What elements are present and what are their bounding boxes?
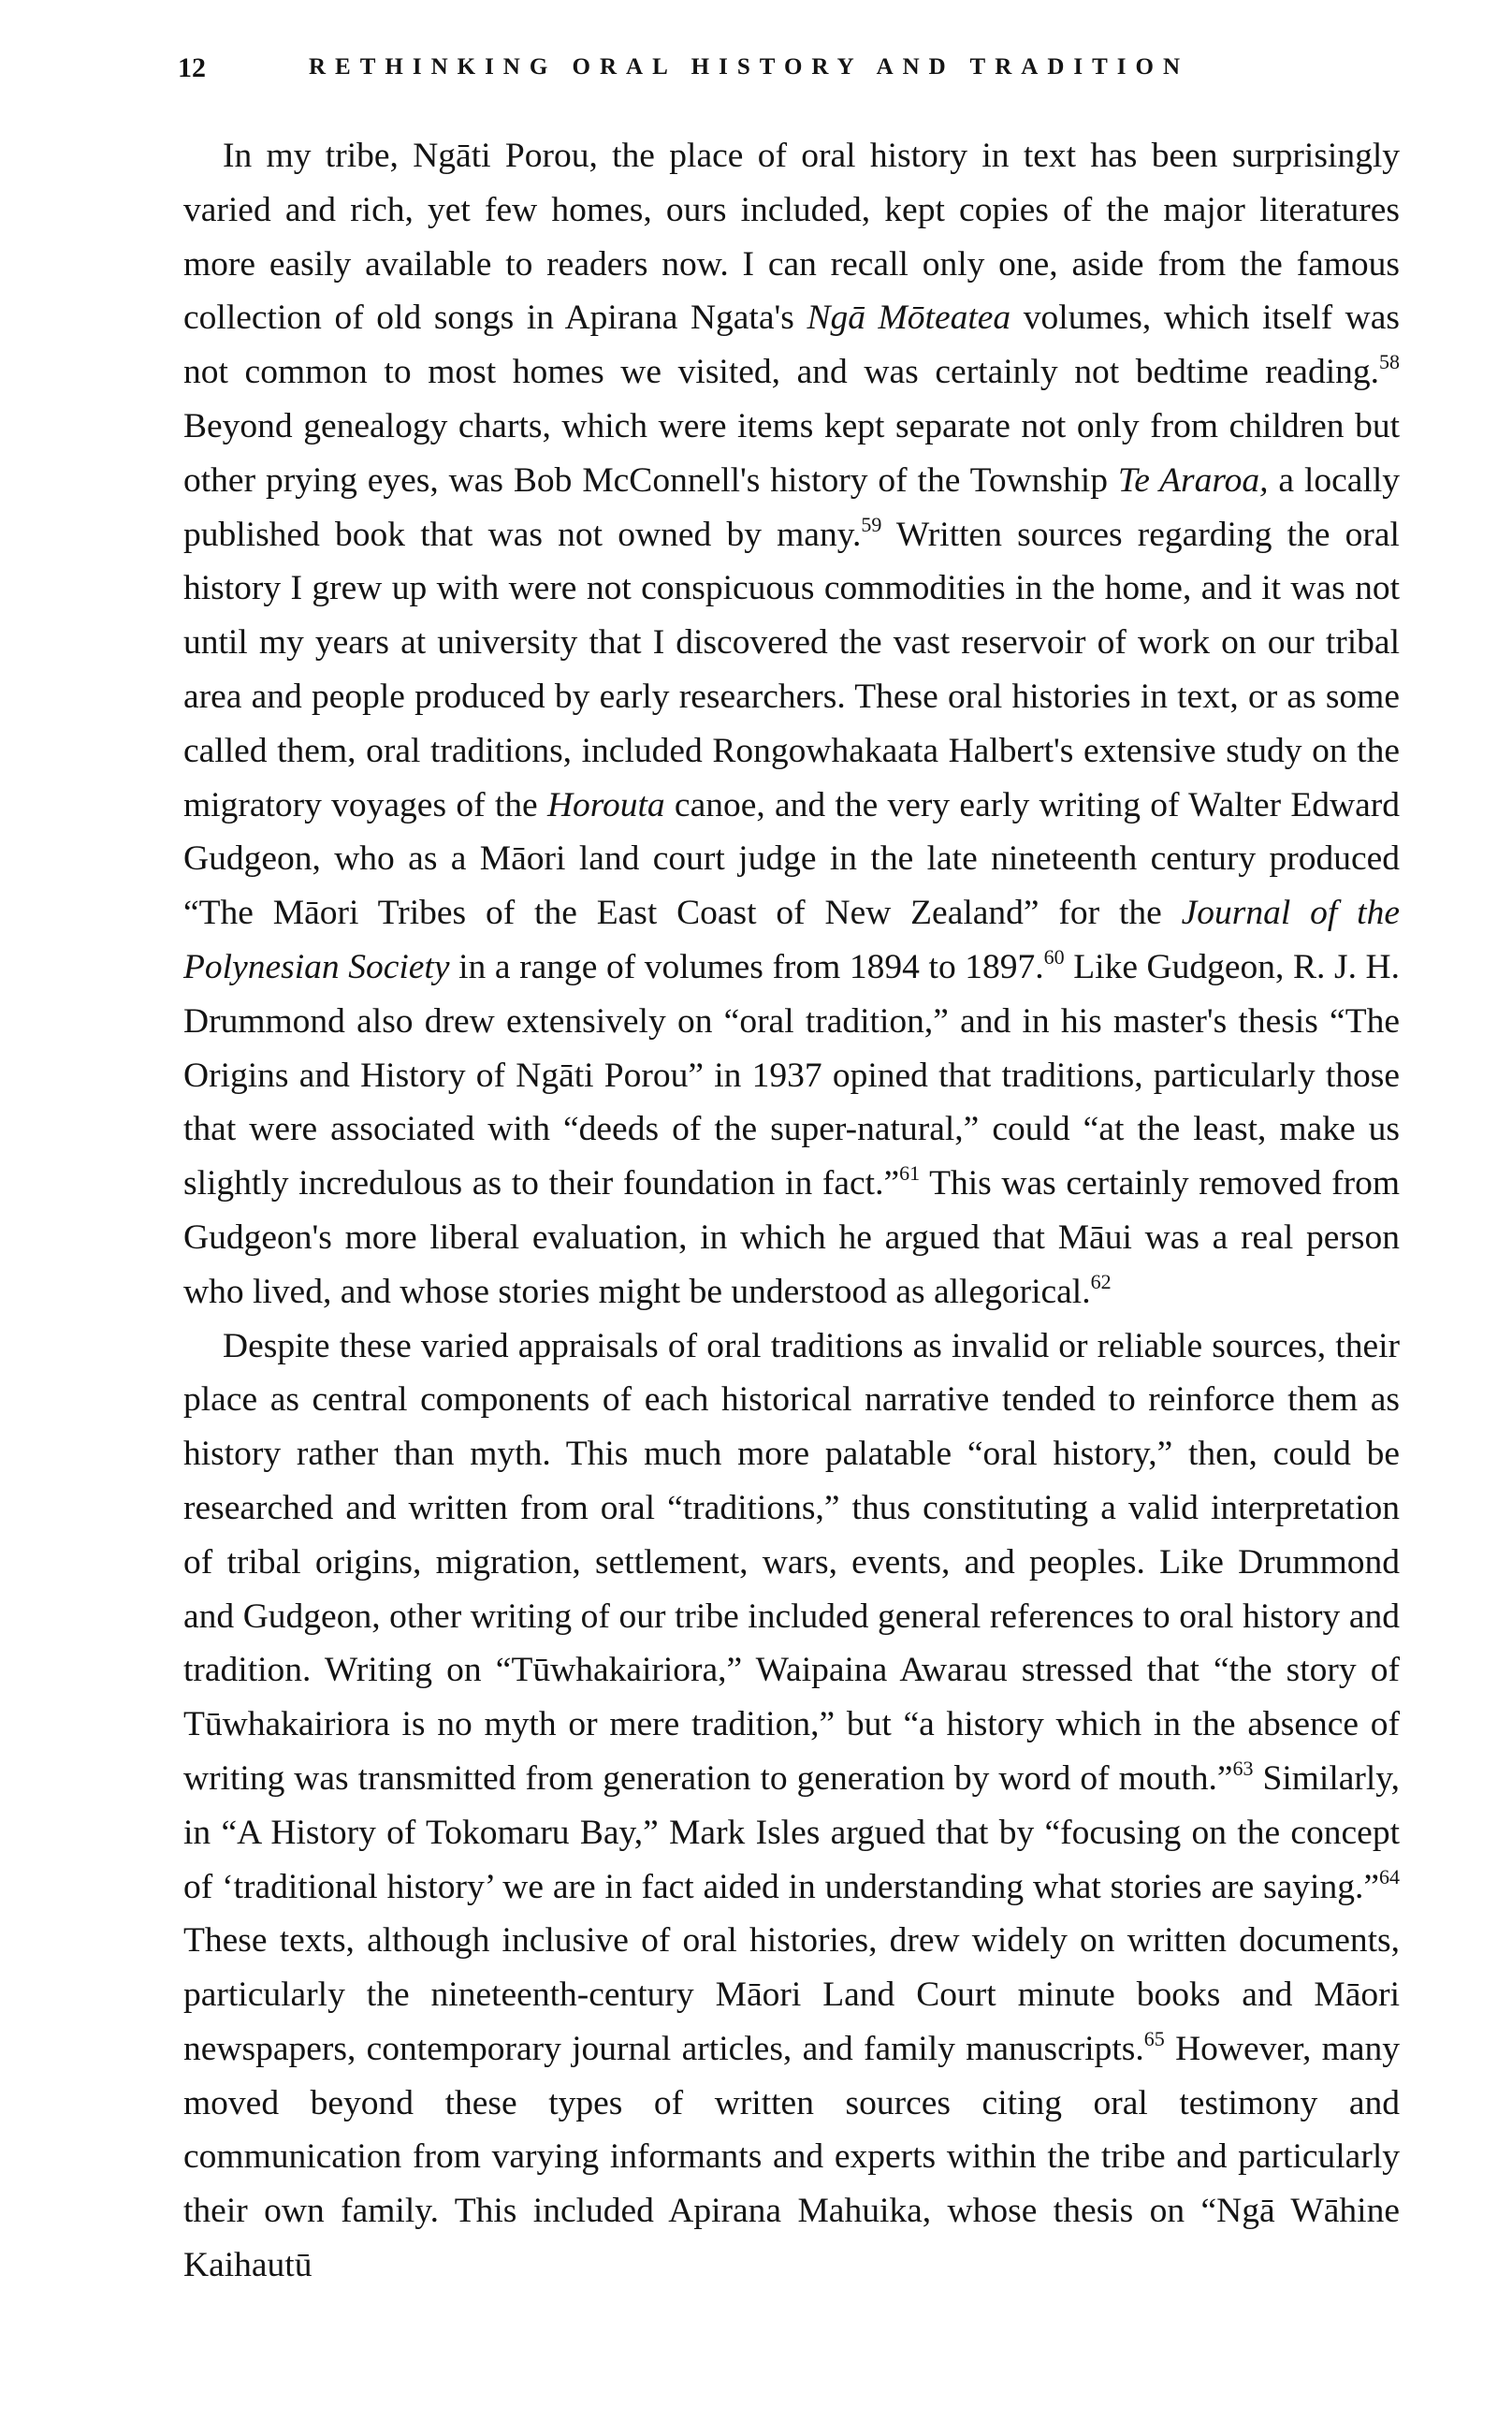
- text-run: Despite these varied appraisals of oral traditions as invalid or reliable sources, their place as central components of each historical narrative tended to reinforce them as history rather than myth. This much more palatable “oral history,” then, could be researched and written from oral “traditions,” thus constituting a valid interpretation of tribal origins, migration, settlement, wars, events, and peoples. Like Drummond and Gudgeon, other writing of our tribe included general references to oral history and tradition. Writing on “Tūwhakairiora,” Waipaina Awarau stressed that “the story of Tūwhakairiora is no myth or mere tradition,” but “a history which in the absence of writing was transmitted from generation to generation by word of mouth.”: [183, 1326, 1400, 1798]
- text-run: Similarly, in “A History of Tokomaru Bay,” Mark Isles argued that by “focusing on the concept of ‘traditional history’ we are in fact aided in understanding what stories are saying.”: [183, 1758, 1400, 1906]
- footnote-ref-61: 61: [899, 1161, 921, 1186]
- footnote-ref-60: 60: [1043, 944, 1065, 969]
- paragraph-1: [183, 129, 1400, 1320]
- text-run: Beyond genealogy charts, which were items kept separate not only from children but other prying eyes, was Bob McConnell's history of the Township: [183, 406, 1400, 500]
- footnote-ref-59: 59: [861, 512, 882, 536]
- paragraph-2: [183, 1320, 1400, 2293]
- footnote-ref-64: 64: [1379, 1864, 1400, 1888]
- running-title: RETHINKING ORAL HISTORY AND TRADITION: [309, 54, 1190, 80]
- running-head: [178, 49, 1394, 95]
- text-run: Written sources regarding the oral history I grew up with were not conspicuous commodities in the home, and it was not until my years at university that I discovered the vast reservoir of work on our tribal area and people produced by early researchers. These oral histories in text, or as some called them, oral traditions, included Rongowhakaata Halbert's extensive study on the migratory voyages of the: [183, 515, 1400, 824]
- text-run: However, many moved beyond these types of written sources citing oral testimony and communication from varying informants and experts within the tribe and particularly their own family. This included Apirana Mahuika, whose thesis on “Ngā Wāhine Kaihautū: [183, 2029, 1400, 2285]
- body-text: [183, 129, 1400, 2293]
- footnote-ref-63: 63: [1232, 1756, 1254, 1780]
- footnote-ref-65: 65: [1143, 2026, 1165, 2050]
- journal-title: Journal of the Polynesian Society: [183, 894, 1400, 986]
- page-number: 12: [178, 52, 206, 83]
- footnote-ref-62: 62: [1090, 1269, 1112, 1293]
- book-title: Te Araroa,: [1117, 460, 1269, 500]
- book-title: Ngā Mōteatea: [807, 299, 1011, 338]
- canoe-name: Horouta: [546, 785, 665, 824]
- text-run: Like Gudgeon, R. J. H. Drummond also drew extensively on “oral tradition,” and in his master's thesis “The Origins and History of Ngāti Porou” in 1937 opined that traditions, particularly those that were associated with “deeds of the super-natural,” could “at the least, make us slightly incredulous as to their foundation in fact.”: [183, 947, 1400, 1203]
- text-run: These texts, although inclusive of oral histories, drew widely on written documents, particularly the nineteenth-century Māori Land Court minute books and Māori newspapers, contemporary journal articles, and family manuscripts.: [183, 1921, 1400, 2068]
- text-run: volumes, which itself was not common to most homes we visited, and was certainly not bedtime reading.: [183, 299, 1400, 392]
- text-run: a locally published book that was not owned by many.: [183, 460, 1400, 554]
- text-run: This was certainly removed from Gudgeon's more liberal evaluation, in which he argued that Māui was a real person who lived, and whose stories might be understood as allegorical.: [183, 1164, 1400, 1311]
- footnote-ref-58: 58: [1379, 350, 1400, 374]
- text-run: In my tribe, Ngāti Porou, the place of oral history in text has been surprisingly varied and rich, yet few homes, ours included, kept copies of the major literatures more easily available to readers now. I can recall only one, aside from the famous collection of old songs in Apirana Ngata's: [183, 137, 1400, 338]
- text-run: canoe, and the very early writing of Walter Edward Gudgeon, who as a Māori land court judge in the late nineteenth century produced “The Māori Tribes of the East Coast of New Zealand” for the: [183, 785, 1401, 933]
- text-run: in a range of volumes from 1894 to 1897.: [449, 947, 1044, 986]
